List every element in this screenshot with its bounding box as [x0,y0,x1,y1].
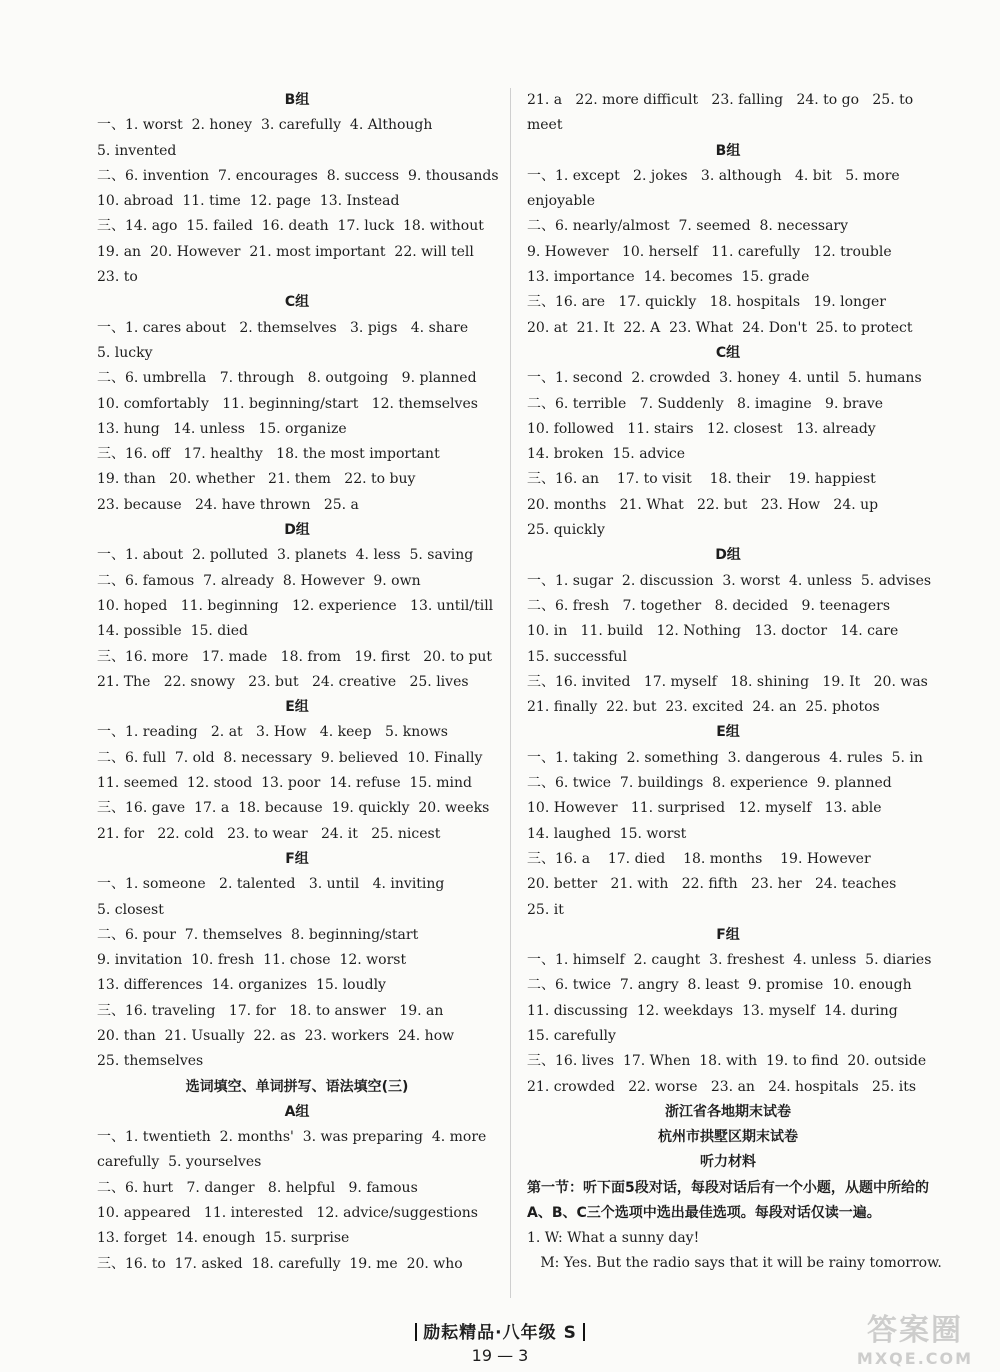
answer-line: 1. W: What a sunny day! [527,1229,700,1246]
section-heading: 选词填空、单词拼写、语法填空(三) [185,1078,409,1095]
answer-line: 21. a 22. more difficult 23. falling 24. to go 25. to [527,92,914,108]
answer-line: 23. because 24. have thrown 25. a [97,496,359,513]
answer-line: 二、6. twice 7. angry 8. least 9. promise 10. enough [527,977,912,994]
answer-line: 三、16. gave 17. a 18. because 19. quickly 20. weeks [97,800,490,817]
answer-line: 23. to [97,269,138,286]
answer-line: 25. themselves [97,1053,204,1070]
answer-line: 21. finally 22. but 23. excited 24. an 25. photos [527,699,880,716]
answer-line: 10. appeared 11. interested 12. advice/suggestions [97,1205,478,1222]
answer-line: 三、16. an 17. to visit 18. their 19. happiest [527,471,876,488]
answer-line: 25. it [527,901,564,918]
answer-line: enjoyable [527,193,596,210]
answer-line: 14. broken 15. advice [527,446,686,463]
answer-line: 三、16. a 17. died 18. months 19. However [527,850,871,867]
answer-line: 15. carefully [527,1027,616,1044]
group-heading: F组 [285,850,309,867]
answer-line: 10. However 11. surprised 12. myself 13. able [527,800,882,817]
left-column [97,88,497,1277]
answer-line: 5. lucky [97,344,153,361]
group-heading: B组 [284,92,310,108]
answer-line: 三、16. lives 17. When 18. with 19. to find 20. outside [527,1053,927,1070]
answer-line: 三、16. off 17. healthy 18. the most important [97,446,440,463]
brand-label: 励耘精品·八年级 S [423,1323,577,1343]
page-number: 19 — 3 [471,1346,529,1365]
answer-line: 一、1. himself 2. caught 3. freshest 4. unless 5. diaries [527,952,932,969]
instruction-paragraph: 第一节：听下面5段对话，每段对话后有一个小题，从题中所给的A、B、C三个选项中选出最佳选项。每段对话仅读一遍。 [527,1179,929,1221]
answer-line: 二、6. famous 7. already 8. However 9. own [97,572,421,589]
answer-line: 10. in 11. build 12. Nothing 13. doctor 14. care [527,623,899,640]
answer-line: 一、1. reading 2. at 3. How 4. keep 5. knows [97,724,448,741]
answer-line: 二、6. pour 7. themselves 8. beginning/start [97,926,419,943]
answer-line: 一、1. sugar 2. discussion 3. worst 4. unless 5. advises [527,572,932,589]
answer-line: carefully 5. yourselves [97,1154,262,1171]
answer-line: 21. crowded 22. worse 23. an 24. hospitals 25. its [527,1078,917,1095]
answer-line: 11. seemed 12. stood 13. poor 14. refuse 15. mind [97,775,472,792]
section-heading: 杭州市拱墅区期末试卷 [658,1129,798,1146]
answer-line: 11. discussing 12. weekdays 13. myself 14. during [527,1002,898,1019]
column-divider [510,88,511,1298]
answer-line: 13. importance 14. becomes 15. grade [527,269,810,286]
answer-line: 21. The 22. snowy 23. but 24. creative 25. lives [97,673,469,690]
answer-line: 一、1. someone 2. talented 3. until 4. inviting [97,876,445,893]
answer-line: 10. abroad 11. time 12. page 13. Instead [97,193,400,210]
answer-line: 13. hung 14. unless 15. organize [97,420,347,437]
answer-line: 14. laughed 15. worst [527,825,687,842]
group-heading: E组 [716,724,740,741]
answer-line: 二、6. twice 7. buildings 8. experience 9. planned [527,775,892,792]
answer-line: 10. comfortably 11. beginning/start 12. themselves [97,395,478,412]
answer-line: 20. months 21. What 22. but 23. How 24. up [527,496,879,513]
answer-line: 10. hoped 11. beginning 12. experience 13. until/till [97,597,494,614]
answer-line: 9. However 10. herself 11. carefully 12. trouble [527,243,892,260]
answer-line: 一、1. second 2. crowded 3. honey 4. until 5. humans [527,370,922,387]
right-column [527,88,942,1276]
watermark-logo: 答案圈 MXQE.COM [856,1313,974,1368]
answer-line: 二、6. nearly/almost 7. seemed 8. necessary [527,218,849,235]
answer-line: 13. forget 14. enough 15. surprise [97,1230,350,1247]
section-heading: 浙江省各地期末试卷 [665,1103,791,1120]
answer-line: meet [527,117,563,134]
answer-line: M: Yes. But the radio says that it will be rainy tomorrow. [527,1255,942,1272]
answer-line: 13. differences 14. organizes 15. loudly [97,977,386,994]
answer-line: 三、14. ago 15. failed 16. death 17. luck 18. without [97,218,484,235]
answer-line: 一、1. about 2. polluted 3. planets 4. less 5. saving [97,547,474,564]
answer-line: 19. an 20. However 21. most important 22. will tell [97,243,474,260]
answer-line: 5. invented [97,142,177,159]
answer-line: 一、1. cares about 2. themselves 3. pigs 4. share [97,319,469,336]
answer-line: 15. successful [527,648,627,665]
answer-line: 20. at 21. It 22. A 23. What 24. Don't 25. to protect [527,319,913,336]
answer-line: 三、16. are 17. quickly 18. hospitals 19. longer [527,294,886,311]
answer-line: 一、1. worst 2. honey 3. carefully 4. Although [97,117,433,134]
answer-line: 10. followed 11. stairs 12. closest 13. already [527,420,876,437]
group-heading: D组 [715,547,741,564]
answer-line: 二、6. hurt 7. danger 8. helpful 9. famous [97,1179,418,1196]
answer-line: 20. than 21. Usually 22. as 23. workers 24. how [97,1027,455,1044]
answer-line: 9. invitation 10. fresh 11. chose 12. worst [97,952,407,969]
group-heading: C组 [715,344,741,361]
answer-line: 三、16. to 17. asked 18. carefully 19. me 20. who [97,1255,463,1272]
group-heading: E组 [285,699,309,716]
answer-line: 21. for 22. cold 23. to wear 24. it 25. nicest [97,825,441,842]
answer-line: 19. than 20. whether 21. them 22. to buy [97,471,416,488]
answer-line: 二、6. invention 7. encourages 8. success 9. thousands [97,167,499,184]
answer-line: 三、16. traveling 17. for 18. to answer 19. an [97,1002,444,1019]
answer-line: 20. better 21. with 22. fifth 23. her 24. teaches [527,876,897,893]
answer-line: 二、6. umbrella 7. through 8. outgoing 9. planned [97,370,477,387]
answer-line: 一、1. except 2. jokes 3. although 4. bit 5. more [527,167,900,184]
answer-line: 三、16. more 17. made 18. from 19. first 20. to put [97,648,493,665]
group-heading: C组 [284,294,310,311]
answer-line: 14. possible 15. died [97,623,248,640]
answer-line: 一、1. twentieth 2. months' 3. was preparing 4. more [97,1129,487,1146]
section-heading: 听力材料 [700,1154,756,1171]
group-heading: A组 [284,1103,310,1120]
answer-line: 二、6. full 7. old 8. necessary 9. believed 10. Finally [97,749,483,766]
group-heading: F组 [716,926,740,943]
answer-line: 二、6. terrible 7. Suddenly 8. imagine 9. brave [527,395,884,412]
answer-line: 5. closest [97,901,164,918]
group-heading: D组 [284,522,310,539]
answer-line: 25. quickly [527,522,605,539]
answer-line: 一、1. taking 2. something 3. dangerous 4. rules 5. in [527,749,923,766]
answer-line: 二、6. fresh 7. together 8. decided 9. teenagers [527,597,891,614]
group-heading: B组 [715,142,741,159]
answer-line: 三、16. invited 17. myself 18. shining 19. It 20. was [527,673,928,690]
